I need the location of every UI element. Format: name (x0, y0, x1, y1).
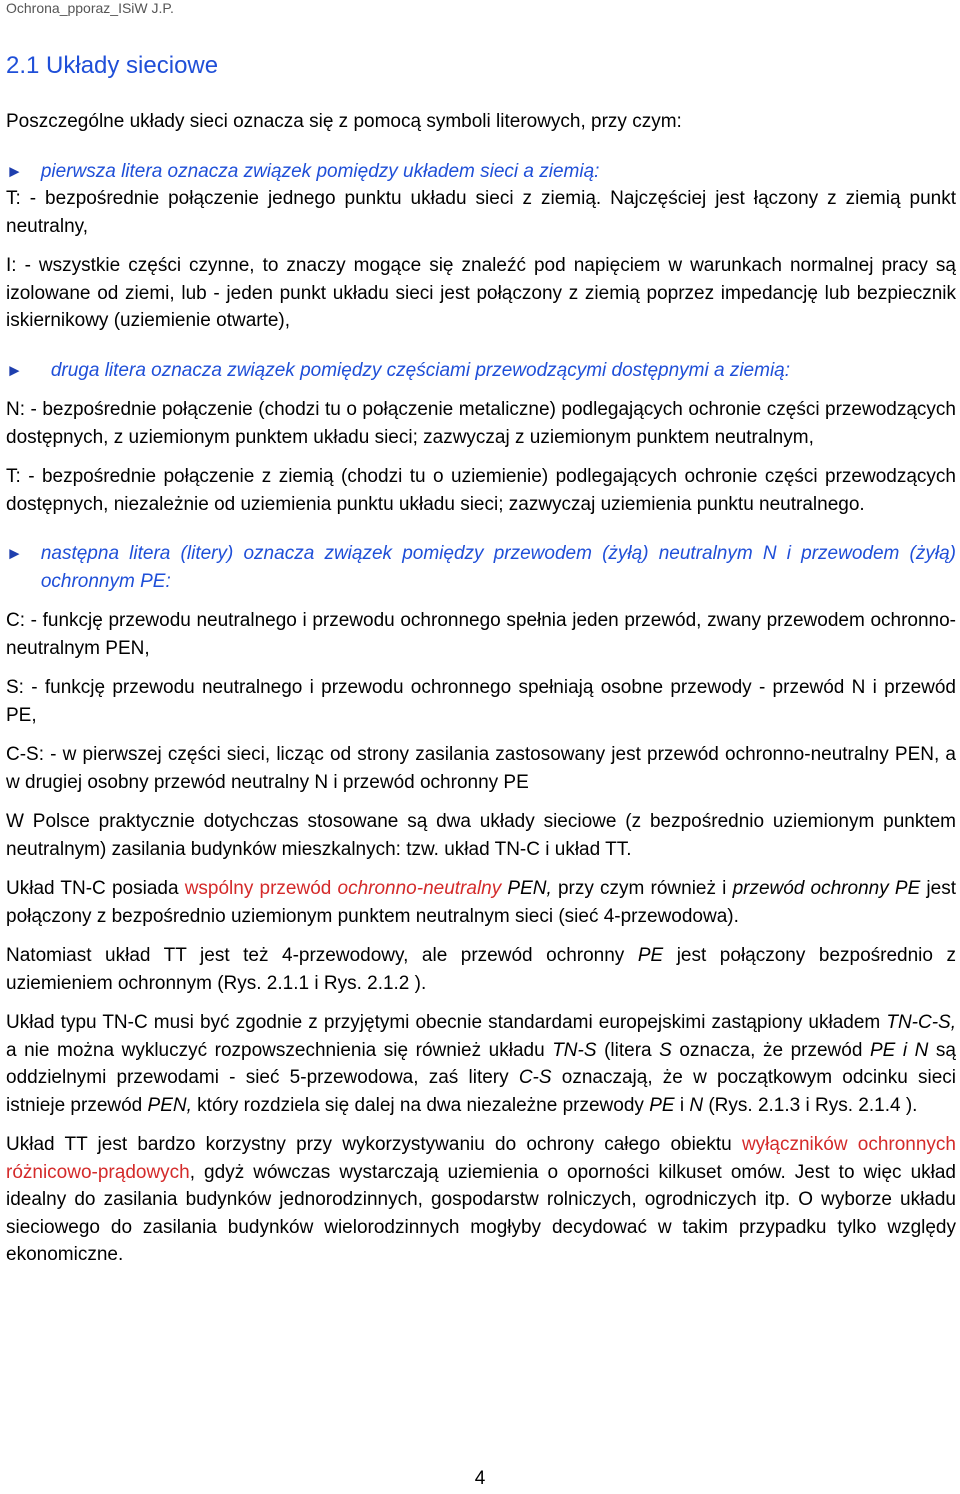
text-run: przy czym również i (551, 878, 733, 899)
text-run: S (659, 1039, 672, 1061)
text-run: N (689, 1094, 704, 1116)
text-run: i (674, 1094, 690, 1116)
text-run: (litera (596, 1039, 660, 1061)
paragraph-cs1: C-S: - w pierwszej części sieci, licząc od strony zasilania zastosowany jest przewód ochronno-neutralny PEN, a w drugiej osobny przewód neutralny N i przewód ochronny PE (6, 744, 956, 793)
highlight-run: ochronno-neutralny (337, 878, 502, 899)
highlight-run: wyłączników ochronnych różnicowo-prądowych (6, 1134, 956, 1183)
bullet-second-letter (6, 357, 956, 385)
highlight-run: wspólny przewód (184, 878, 338, 899)
text-run: a nie można wykluczyć rozpowszechnienia się również układu (6, 1039, 553, 1061)
section-heading: 2.1 Układy sieciowe (6, 52, 219, 79)
text-run: (Rys. 2.1.3 i Rys. 2.1.4 ). (703, 1094, 918, 1116)
bullet-first-letter (6, 158, 956, 186)
paragraph-w-polsce: W Polsce praktycznie dotychczas stosowane są dwa układy sieciowe (z bezpośrednio uziemionym punktem neutralnym) zasilania budynków mieszkalnych: tzw. układ TN-C i układ TT. (6, 811, 956, 860)
paragraph-natomiast (6, 942, 956, 997)
paragraph-t1: T: - bezpośrednie połączenie jednego punktu układu sieci z ziemią. Najczęściej jest łączony z ziemią punkt neutralny, (6, 188, 956, 237)
text-run: oznaczają, że w początkowym odcinku sieci istnieje przewód (6, 1067, 956, 1116)
right-pointer-icon: ► (6, 360, 23, 380)
paragraph-t2: T: - bezpośrednie połączenie z ziemią (chodzi tu o uziemienie) podlegających ochronie części przewodzących dostępnych, niezależnie od uziemienia punktu układu sieci; zazwyczaj uziemienia punktu neutralnego. (6, 466, 956, 515)
right-pointer-icon: ► (6, 544, 23, 563)
running-header: Ochrona_pporaz_ISiW J.P. (6, 0, 174, 16)
text-run: Układ typu TN-C musi być zgodnie z przyjętymi obecnie standardami europejskimi zastąpiony układem (6, 1012, 887, 1033)
bullet-next-letter (6, 540, 956, 595)
text-run: jest połączony z bezpośrednio uziemionym punktem neutralnym sieci (sieć 4-przewodowa). (6, 878, 956, 927)
text-run: przewód ochronny PE (732, 878, 921, 899)
text-run: są oddzielnymi przewodami - sieć 5-przewodowa, zaś litery (6, 1039, 956, 1088)
text-run: TN-S (552, 1039, 597, 1061)
text-run: jest połączony bezpośrednio z uziemieniem ochronnym (Rys. 2.1.1 i Rys. 2.1.2 ). (6, 945, 956, 994)
paragraph-tn-c (6, 875, 956, 930)
text-run: PE (649, 1094, 675, 1116)
text-run: , gdyż wówczas wystarczają uziemienia o oporności kilkuset omów. Jest to więc układ idealny do zasilania budynków jednorodzinnych, gospodarstw rolniczych, ogrodniczych itp. O wyborze układu sieciowego do zasilania budynków wielorodzinnych mogłyby decydować w takim przypadku tylko względy ekonomiczne. (6, 1161, 956, 1265)
text-run: Natomiast układ TT jest też 4-przewodowy, ale przewód ochronny (6, 945, 638, 966)
text-run: PE (637, 945, 664, 966)
paragraph-i1: I: - wszystkie części czynne, to znaczy mogące się znaleźć pod napięciem w warunkach normalnej pracy są izolowane od ziemi, lub - jeden punkt układu sieci jest połączony z ziemią poprzez impedancję lub bezpiecznik iskiernikowy (uziemienie otwarte), (6, 255, 956, 331)
document-body (6, 108, 956, 1269)
paragraph-n1: N: - bezpośrednie połączenie (chodzi tu o połączenie metaliczne) podlegających ochronie części przewodzących dostępnych, z uziemionym punktem układu sieci; zazwyczaj z uziemionym punktem neutralnym, (6, 399, 956, 448)
paragraph-tt (6, 1131, 956, 1269)
text-run: Układ TN-C posiada (6, 878, 185, 899)
right-pointer-icon: ► (6, 161, 23, 181)
bullet-text: pierwsza litera oznacza związek pomiędzy układem sieci a ziemią: (40, 160, 600, 182)
paragraph-s1: S: - funkcję przewodu neutralnego i przewodu ochronnego spełniają osobne przewody - przewód N i przewód PE, (6, 677, 956, 726)
page-number: 4 (474, 1468, 486, 1489)
intro-paragraph: Poszczególne układy sieci oznacza się z pomocą symboli literowych, przy czym: (6, 111, 682, 132)
text-run: PE i N (869, 1039, 929, 1061)
paragraph-c1: C: - funkcję przewodu neutralnego i przewodu ochronnego spełnia jeden przewód, zwany przewodem ochronno-neutralnym PEN, (6, 610, 956, 659)
paragraph-typu-tn-c (6, 1009, 956, 1119)
text-run: PEN, (147, 1094, 192, 1116)
bullet-text: druga litera oznacza związek pomiędzy częściami przewodzącymi dostępnymi a ziemią: (50, 359, 791, 381)
text-run: PEN, (501, 878, 552, 899)
text-run: który rozdziela się dalej na dwa niezależne przewody (191, 1094, 650, 1116)
bullet-text: następna litera (litery) oznacza związek pomiędzy przewodem (żyłą) neutralnym N i przewodem (żyłą) ochronnym PE: (40, 543, 956, 592)
text-run: oznacza, że przewód (671, 1039, 870, 1061)
text-run: Układ TT jest bardzo korzystny przy wykorzystywaniu do ochrony całego obiektu (6, 1134, 742, 1155)
text-run: C-S (518, 1067, 552, 1088)
text-run: TN-C-S, (886, 1012, 956, 1033)
